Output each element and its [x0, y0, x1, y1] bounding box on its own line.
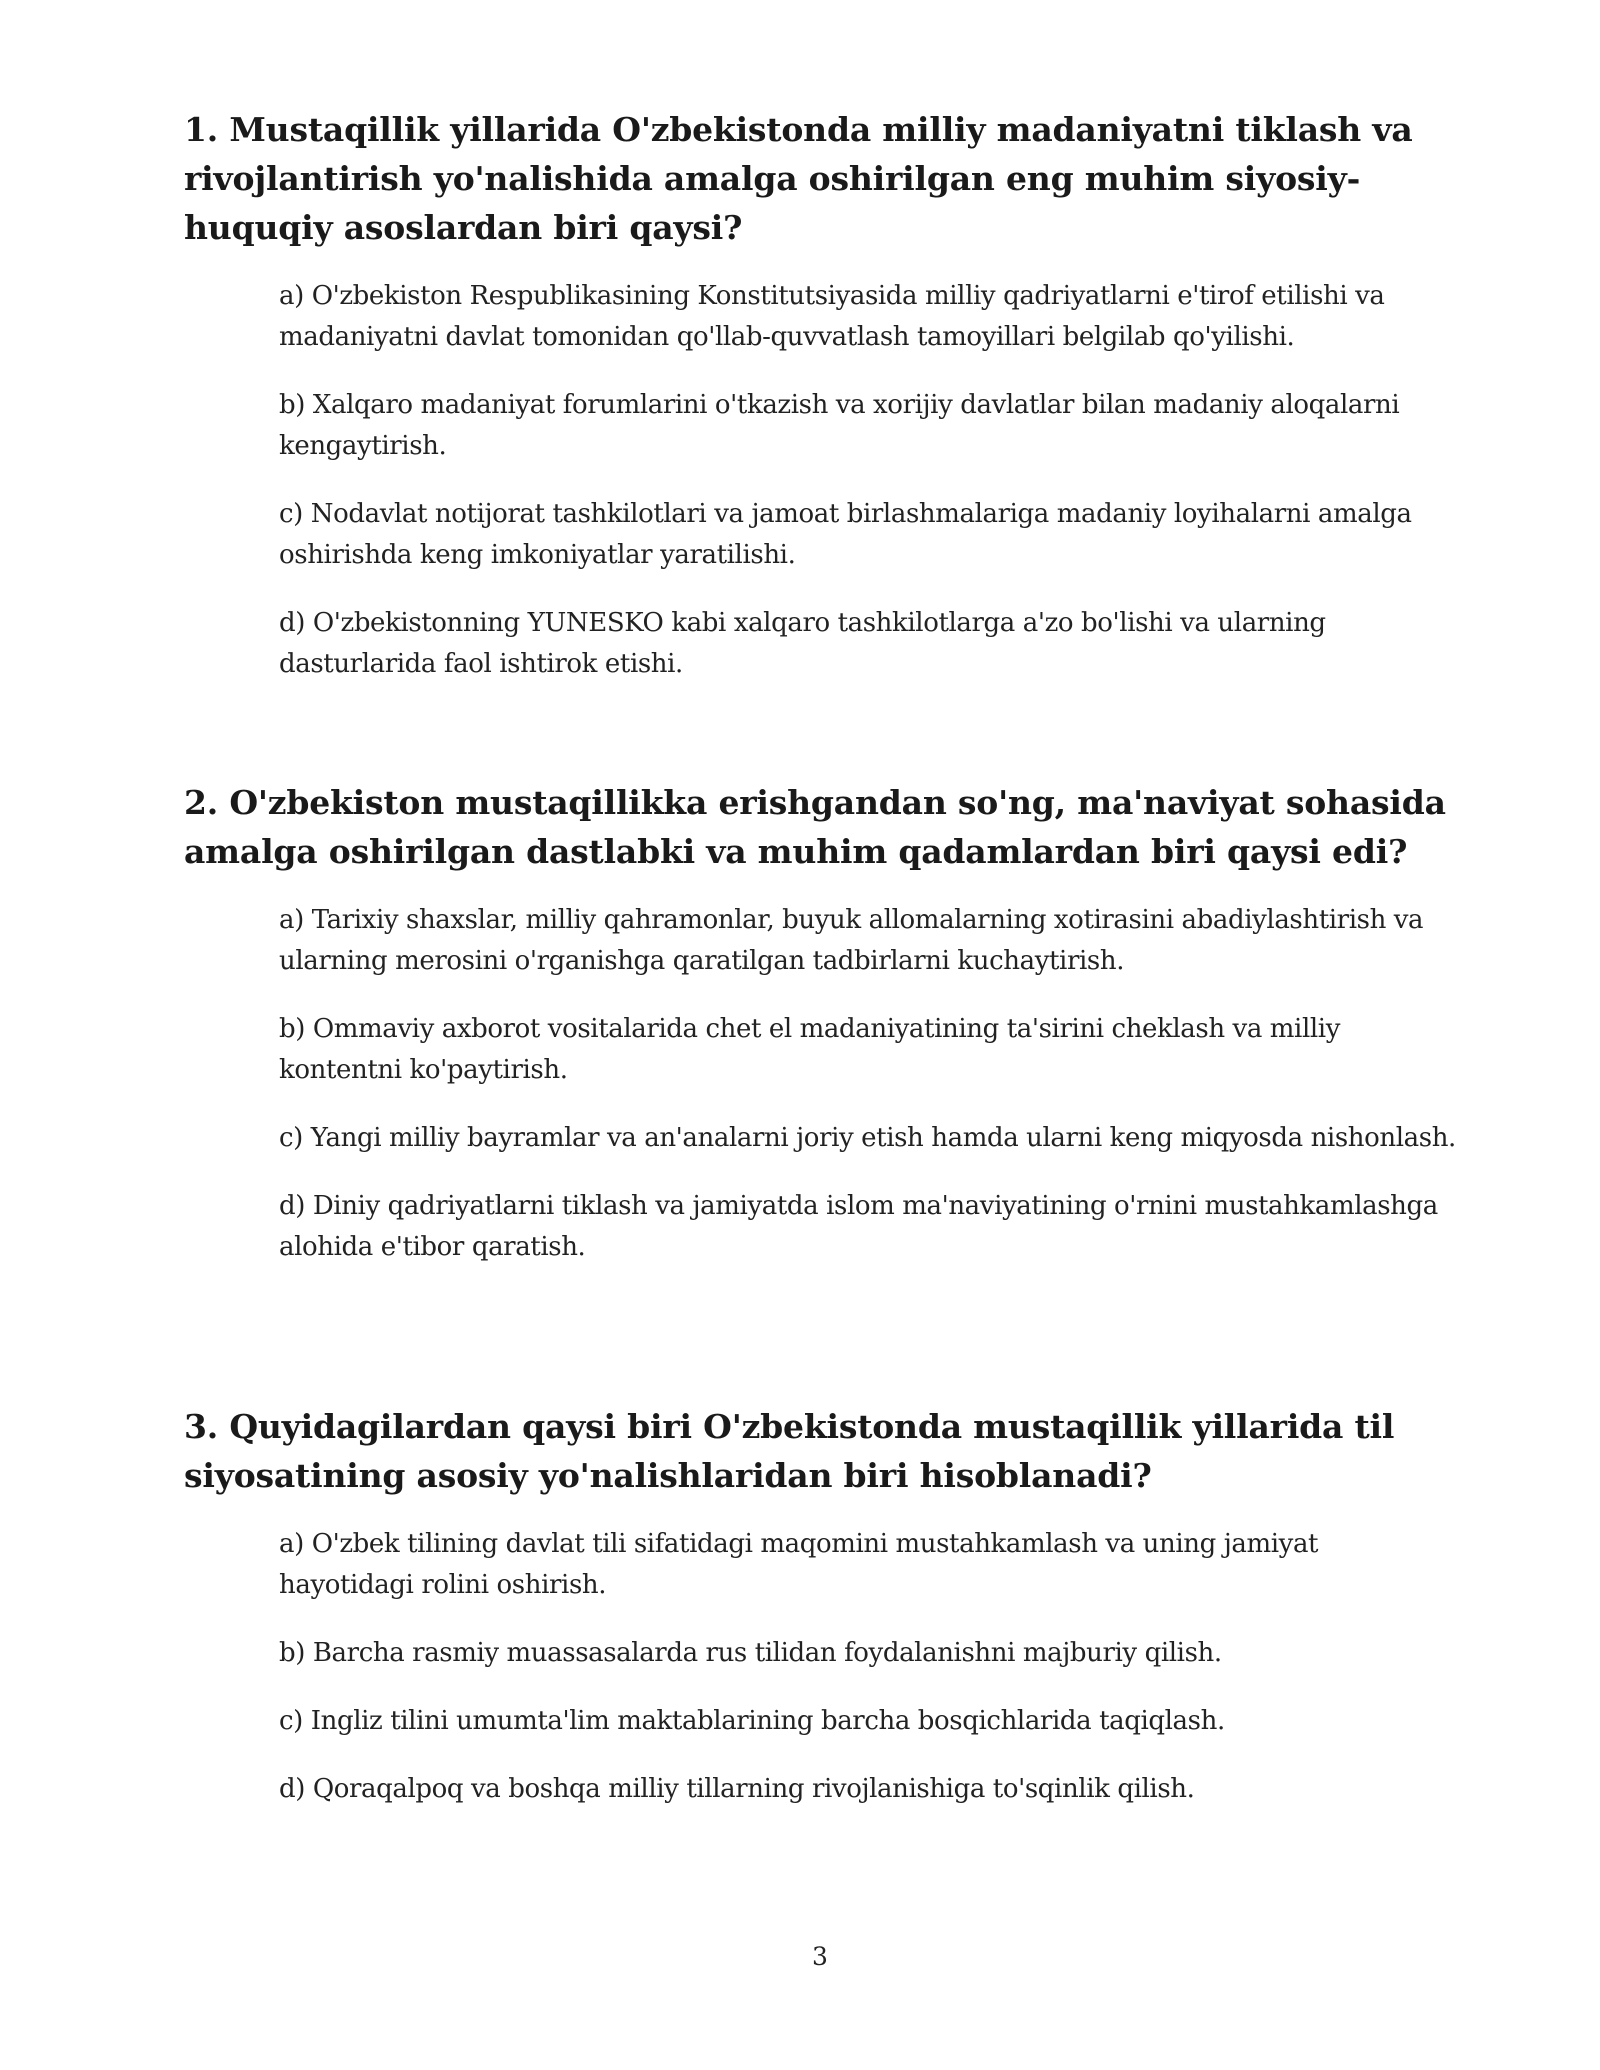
- answer-option-c: c) Yangi milliy bayramlar va an'analarni joriy etish hamda ularni keng miqyosda nishonlash.: [279, 1123, 1456, 1153]
- answer-option-b: b) Xalqaro madaniyat forumlarini o'tkazish va xorijiy davlatlar bilan madaniy aloqalarni kengaytirish.: [279, 390, 1400, 461]
- answer-option-d: d) O'zbekistonning YUNESKO kabi xalqaro tashkilotlarga a'zo bo'lishi va ularning dasturlarida faol ishtirok etishi.: [279, 608, 1326, 679]
- answer-option-c: c) Nodavlat notijorat tashkilotlari va jamoat birlashmalariga madaniy loyihalarni amalga oshirishda keng imkoniyatlar yaratilishi.: [279, 499, 1412, 570]
- question-title: 2. O'zbekiston mustaqillikka erishgandan so'ng, ma'naviyat sohasida amalga oshirilgan dastlabki va muhim qadamlardan biri qaysi edi?: [184, 783, 1446, 871]
- answer-option-a: a) O'zbek tilining davlat tili sifatidagi maqomini mustahkamlash va uning jamiyat hayotidagi rolini oshirish.: [279, 1529, 1319, 1600]
- answer-option-b: b) Ommaviy axborot vositalarida chet el madaniyatining ta'sirini cheklash va milliy kontentni ko'paytirish.: [279, 1014, 1341, 1085]
- question-title: 3. Quyidagilardan qaysi biri O'zbekistonda mustaqillik yillarida til siyosatining asosiy yo'nalishlaridan biri hisoblanadi?: [184, 1407, 1395, 1495]
- answer-option-d: d) Qoraqalpoq va boshqa milliy tillarning rivojlanishiga to'sqinlik qilish.: [279, 1774, 1195, 1804]
- question-1: [184, 105, 1474, 712]
- page-number: 3: [812, 1942, 828, 1971]
- answer-option-d: d) Diniy qadriyatlarni tiklash va jamiyatda islom ma'naviyatining o'rnini mustahkamlashga alohida e'tibor qaratish.: [279, 1191, 1438, 1262]
- answer-option-c: c) Ingliz tilini umumta'lim maktablarining barcha bosqichlarida taqiqlash.: [279, 1706, 1225, 1736]
- question-title: 1. Mustaqillik yillarida O'zbekistonda milliy madaniyatni tiklash va rivojlantirish yo'nalishida amalga oshirilgan eng muhim siyosiy-huquqiy asoslardan biri qaysi?: [184, 110, 1413, 247]
- answer-options: [279, 276, 1459, 685]
- answer-option-a: a) Tarixiy shaxslar, milliy qahramonlar, buyuk allomalarning xotirasini abadiylashtirish va ularning merosini o'rganishga qaratilgan tadbirlarni kuchaytirish.: [279, 905, 1424, 976]
- answer-option-b: b) Barcha rasmiy muassasalarda rus tilidan foydalanishni majburiy qilish.: [279, 1638, 1222, 1668]
- answer-option-a: a) O'zbekiston Respublikasining Konstitutsiyasida milliy qadriyatlarni e'tirof etilishi va madaniyatni davlat tomonidan qo'llab-quvvatlash tamoyillari belgilab qo'yilishi.: [279, 281, 1385, 352]
- answer-options: [279, 1524, 1459, 1810]
- answer-options: [279, 900, 1459, 1268]
- question-3: [184, 1402, 1474, 1837]
- question-2: [184, 778, 1474, 1295]
